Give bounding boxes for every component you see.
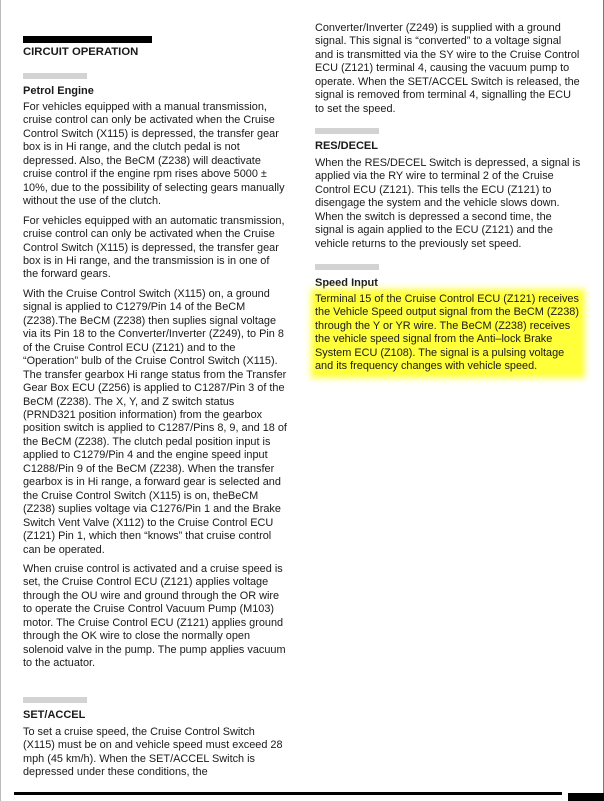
- petrol-divider: [23, 73, 87, 79]
- footer-block: [568, 793, 604, 801]
- set-accel-divider: [23, 697, 87, 703]
- petrol-paragraph: When cruise control is activated and a cruise speed is set, the Cruise Control ECU (Z121) applies voltage through the OU wire and ground through the OR wire to operate the Cruise Control Vacuum Pump (M103) motor. The Cruise Control ECU (Z121) applies ground through the OK wire to close the normally open solenoid valve in the pump. The pump applies vacuum to the actuator.: [23, 562, 286, 670]
- petrol-paragraph: For vehicles equipped with an automatic transmission, cruise control can only be activated when the Cruise Control Switch (X115) is depressed, the transfer gear box is in Hi range, and the transmission is in one of the forward gears.: [23, 214, 285, 281]
- speed-input-heading: Speed Input: [315, 277, 378, 289]
- set-accel-continuation: Converter/Inverter (Z249) is supplied with a ground signal. This signal is “converted” to a voltage signal and is transmitted via the SY wire to the Cruise Control ECU (Z121) terminal 4, causing the vacuum pump to operate. When the SET/ACCEL Switch is released, the signal is removed from terminal 4, signalling the ECU to set the speed.: [315, 22, 580, 115]
- speed-input-divider: [315, 264, 379, 270]
- section-title: CIRCUIT OPERATION: [23, 46, 139, 58]
- set-accel-paragraph: To set a cruise speed, the Cruise Control Switch (X115) must be on and vehicle speed must exceed 28 mph (45 km/h). When the SET/ACCEL Switch is depressed under these conditions, the: [23, 726, 283, 779]
- res-decel-divider: [315, 128, 379, 134]
- res-decel-heading: RES/DECEL: [315, 140, 378, 152]
- petrol-paragraph: With the Cruise Control Switch (X115) on, a ground signal is applied to C1279/Pin 14 of the BeCM (Z238).The BeCM (Z238) then suplies signal voltage via its Pin 18 to the Converter/Inverter (Z249), to Pin 8 of the Cruise Control ECU (Z121) and to the “Operation” bulb of the Cruise Control Switch (X115). The transfer gearbox Hi range status from the Transfer Gear Box ECU (Z256) is applied to C1287/Pin 3 of the BeCM (Z238). The X, Y, and Z switch status (PRND321 position information) from the gearbox position switch is applied to C1287/Pins 8, 9, and 18 of the BeCM (Z238). The clutch pedal position input is applied to C1279/Pin 4 and the engine speed input C1288/Pin 9 of the BeCM (Z238). When the transfer gearbox is in Hi range, a forward gear is selected and the Cruise Control Switch (X115) is on, theBeCM (Z238) suplies voltage via C1276/Pin 1 and the Brake Switch Vent Valve (X112) to the Cruise Control ECU (Z121) Pin 1, which then “knows” that cruise control can be operated.: [23, 287, 287, 556]
- petrol-heading: Petrol Engine: [23, 85, 94, 97]
- set-accel-heading: SET/ACCEL: [23, 709, 86, 721]
- petrol-paragraph: For vehicles equipped with a manual transmission, cruise control can only be activated when the Cruise Control Switch (X115) is depressed, the transfer gear box is in Hi range, and the clutch pedal is not depressed. Also, the BeCM (Z238) will deactivate cruise control if the engine rpm rises above 5000 ± 10%, due to the possibility of selecting gears manually without the use of the clutch.: [23, 101, 285, 208]
- title-bar: [23, 36, 152, 43]
- footer-rule: [14, 792, 562, 795]
- speed-input-paragraph: Terminal 15 of the Cruise Control ECU (Z121) receives the Vehicle Speed output signal from the BeCM (Z238) through the Y or YR wire. The BeCM (Z238) receives the vehicle speed signal from the Anti–lock Brake System ECU (Z108). The signal is a pulsing voltage and its frequency changes with vehicle speed.: [315, 293, 581, 374]
- petrol-body: [23, 101, 287, 677]
- res-decel-paragraph: When the RES/DECEL Switch is depressed, a signal is applied via the RY wire to terminal 2 of the Cruise Control ECU (Z121). This tells the ECU (Z121) to disengage the system and the vehicle slows down. When the switch is depressed a second time, the signal is again applied to the ECU (Z121) and the vehicle returns to the previously set speed.: [315, 157, 581, 250]
